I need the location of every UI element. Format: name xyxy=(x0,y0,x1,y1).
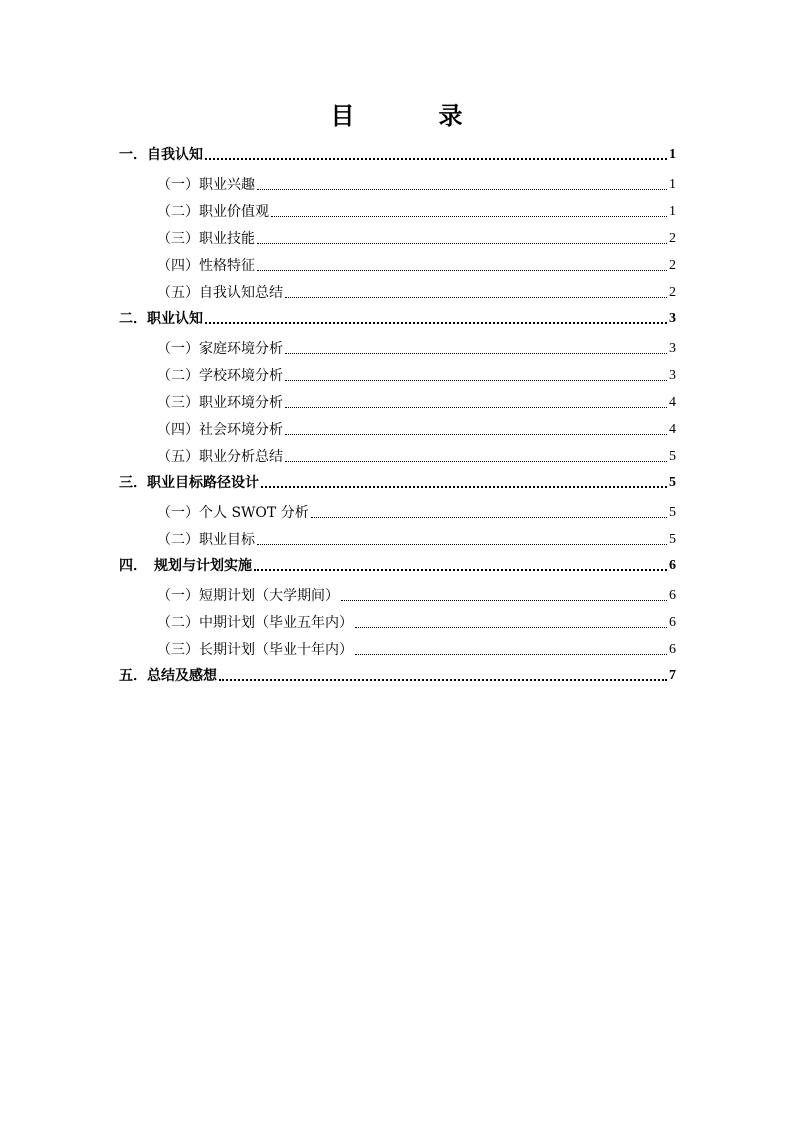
toc-entry-label: 四． 规划与计划实施 xyxy=(119,558,252,574)
toc-entry-label: 一．自我认知 xyxy=(119,147,203,163)
toc-page-number: 2 xyxy=(669,231,676,246)
toc-section-entry[interactable] xyxy=(119,389,676,416)
toc-entry-label: （三）职业环境分析 xyxy=(157,395,283,411)
toc-entry-label: （一）短期计划（大学期间） xyxy=(157,588,339,604)
toc-entry-label: （二）职业目标 xyxy=(157,532,255,548)
toc-page-number: 3 xyxy=(669,368,676,383)
toc-chapter-entry[interactable] xyxy=(119,142,676,168)
toc-dot-leader xyxy=(257,270,667,271)
toc-section-entry[interactable] xyxy=(119,168,676,198)
toc-dot-leader xyxy=(355,654,667,655)
toc-section-entry[interactable] xyxy=(119,636,676,663)
toc-dot-leader xyxy=(257,243,667,244)
toc-page-number: 5 xyxy=(669,475,676,490)
toc-entry-label: （二）学校环境分析 xyxy=(157,368,283,384)
toc-section-entry[interactable] xyxy=(119,252,676,279)
toc-dot-leader xyxy=(219,679,667,681)
toc-section-entry[interactable] xyxy=(119,579,676,609)
toc-dot-leader xyxy=(257,189,667,190)
toc-dot-leader xyxy=(254,569,667,571)
toc-entry-label: （五）职业分析总结 xyxy=(157,449,283,465)
table-of-contents xyxy=(119,142,676,689)
toc-entry-label: （一）职业兴趣 xyxy=(157,177,255,193)
toc-entry-label: （四）性格特征 xyxy=(157,258,255,274)
toc-chapter-entry[interactable] xyxy=(119,306,676,332)
toc-page-number: 1 xyxy=(669,177,676,192)
toc-chapter-entry[interactable] xyxy=(119,470,676,496)
toc-entry-label: （一）个人 SWOT 分析 xyxy=(157,505,309,521)
toc-page-number: 3 xyxy=(669,311,676,326)
toc-page-number: 4 xyxy=(669,395,676,410)
toc-page-number: 6 xyxy=(669,615,676,630)
toc-chapter-entry[interactable] xyxy=(119,553,676,579)
toc-dot-leader xyxy=(311,517,667,518)
toc-dot-leader xyxy=(205,158,667,160)
toc-dot-leader xyxy=(257,544,667,545)
toc-page-number: 5 xyxy=(669,449,676,464)
toc-dot-leader xyxy=(285,461,667,462)
toc-section-entry[interactable] xyxy=(119,225,676,252)
toc-section-entry[interactable] xyxy=(119,526,676,553)
toc-entry-label: 三．职业目标路径设计 xyxy=(119,475,259,491)
toc-dot-leader xyxy=(285,297,667,298)
toc-section-entry[interactable] xyxy=(119,198,676,225)
toc-page-number: 3 xyxy=(669,341,676,356)
toc-dot-leader xyxy=(285,434,667,435)
toc-dot-leader xyxy=(271,216,667,217)
toc-section-entry[interactable] xyxy=(119,332,676,362)
toc-entry-label: （三）长期计划（毕业十年内） xyxy=(157,642,353,658)
toc-entry-label: （四）社会环境分析 xyxy=(157,422,283,438)
toc-entry-label: 五．总结及感想 xyxy=(119,668,217,684)
toc-dot-leader xyxy=(205,322,667,324)
toc-entry-label: （五）自我认知总结 xyxy=(157,285,283,301)
toc-dot-leader xyxy=(285,407,667,408)
toc-title: 目 录 xyxy=(330,102,493,130)
toc-entry-label: （二）职业价值观 xyxy=(157,204,269,220)
toc-section-entry[interactable] xyxy=(119,279,676,306)
toc-page-number: 6 xyxy=(669,558,676,573)
toc-dot-leader xyxy=(261,486,667,488)
toc-page-number: 6 xyxy=(669,588,676,603)
toc-section-entry[interactable] xyxy=(119,609,676,636)
toc-section-entry[interactable] xyxy=(119,496,676,526)
toc-entry-label: （一）家庭环境分析 xyxy=(157,341,283,357)
toc-section-entry[interactable] xyxy=(119,443,676,470)
toc-page-number: 1 xyxy=(669,204,676,219)
toc-dot-leader xyxy=(355,627,667,628)
toc-dot-leader xyxy=(285,353,667,354)
toc-page-number: 7 xyxy=(669,668,676,683)
toc-page-number: 5 xyxy=(669,532,676,547)
toc-section-entry[interactable] xyxy=(119,416,676,443)
toc-chapter-entry[interactable] xyxy=(119,663,676,689)
toc-page-number: 1 xyxy=(669,147,676,162)
toc-section-entry[interactable] xyxy=(119,362,676,389)
toc-page-number: 6 xyxy=(669,642,676,657)
toc-entry-label: （三）职业技能 xyxy=(157,231,255,247)
toc-dot-leader xyxy=(285,380,667,381)
toc-page-number: 4 xyxy=(669,422,676,437)
toc-dot-leader xyxy=(341,600,667,601)
toc-entry-label: （二）中期计划（毕业五年内） xyxy=(157,615,353,631)
toc-page-number: 2 xyxy=(669,285,676,300)
toc-entry-label: 二．职业认知 xyxy=(119,311,203,327)
toc-page-number: 2 xyxy=(669,258,676,273)
toc-page-number: 5 xyxy=(669,505,676,520)
